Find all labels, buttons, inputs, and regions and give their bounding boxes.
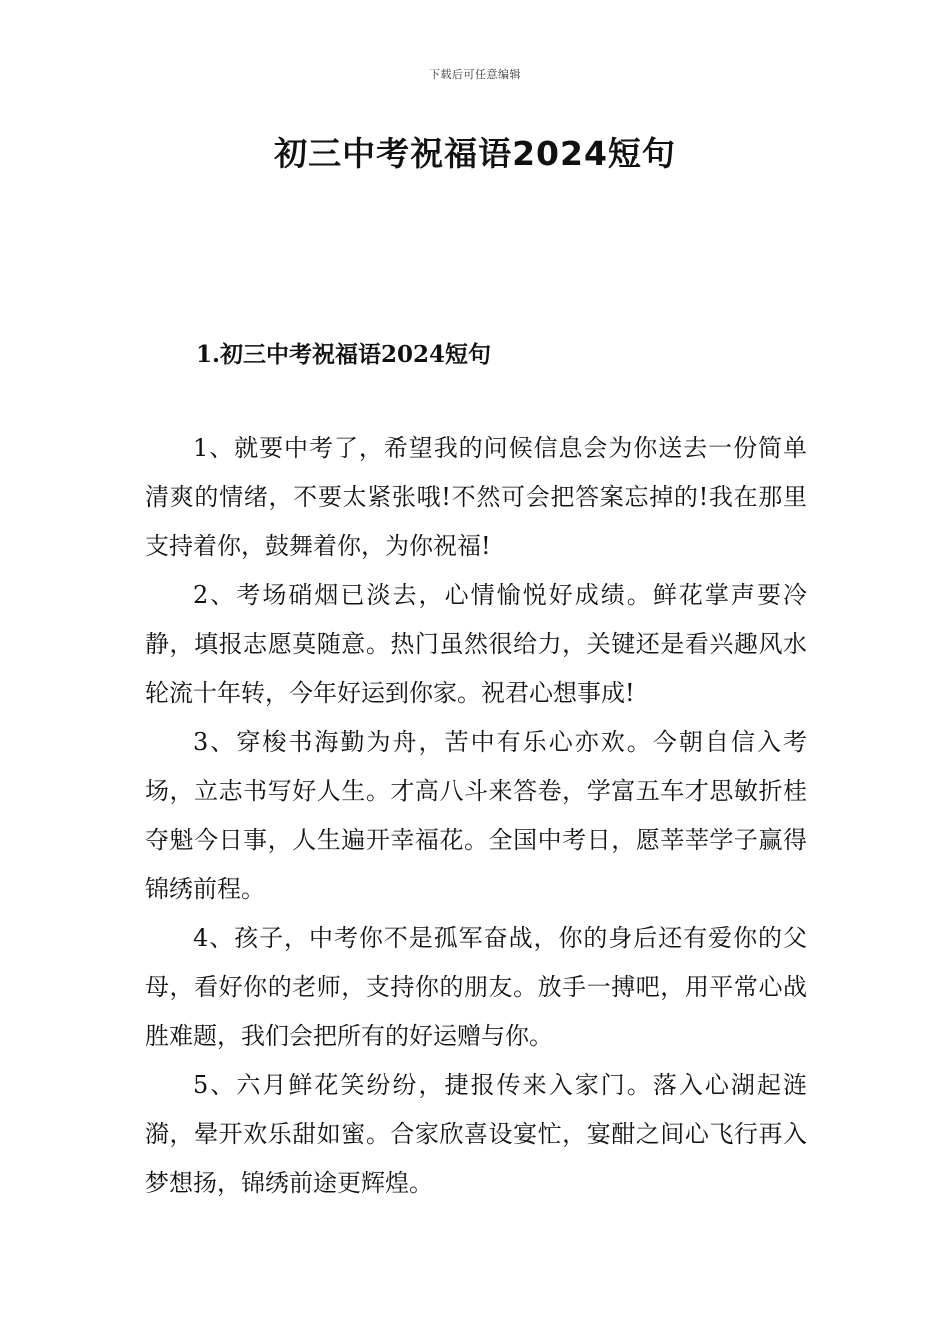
header-note: 下载后可任意编辑 xyxy=(429,68,521,81)
paragraph-4: 4、孩子，中考你不是孤军奋战，你的身后还有爱你的父母，看好你的老师，支持你的朋友。放手一搏吧，用平常心战胜难题，我们会把所有的好运赠与你。 xyxy=(145,924,807,1050)
document-title: 初三中考祝福语2024短句 xyxy=(274,134,676,173)
paragraph-3: 3、穿梭书海勤为舟，苦中有乐心亦欢。今朝自信入考场，立志书写好人生。才高八斗来答卷，学富五车才思敏折桂夺魁今日事，人生遍开幸福花。全国中考日，愿莘莘学子赢得锦绣前程。 xyxy=(145,728,807,903)
body-text xyxy=(145,424,807,1208)
paragraph-1: 1、就要中考了，希望我的问候信息会为你送去一份简单清爽的情绪，不要太紧张哦!不然可会把答案忘掉的!我在那里支持着你，鼓舞着你，为你祝福! xyxy=(145,434,807,560)
paragraph-5: 5、六月鲜花笑纷纷，捷报传来入家门。落入心湖起涟漪，晕开欢乐甜如蜜。合家欣喜设宴忙，宴酣之间心飞行再入梦想扬，锦绣前途更辉煌。 xyxy=(145,1071,807,1197)
section-heading: 1.初三中考祝福语2024短句 xyxy=(196,341,492,368)
paragraph-2: 2、考场硝烟已淡去，心情愉悦好成绩。鲜花掌声要冷静，填报志愿莫随意。热门虽然很给力，关键还是看兴趣风水轮流十年转，今年好运到你家。祝君心想事成! xyxy=(145,581,807,707)
